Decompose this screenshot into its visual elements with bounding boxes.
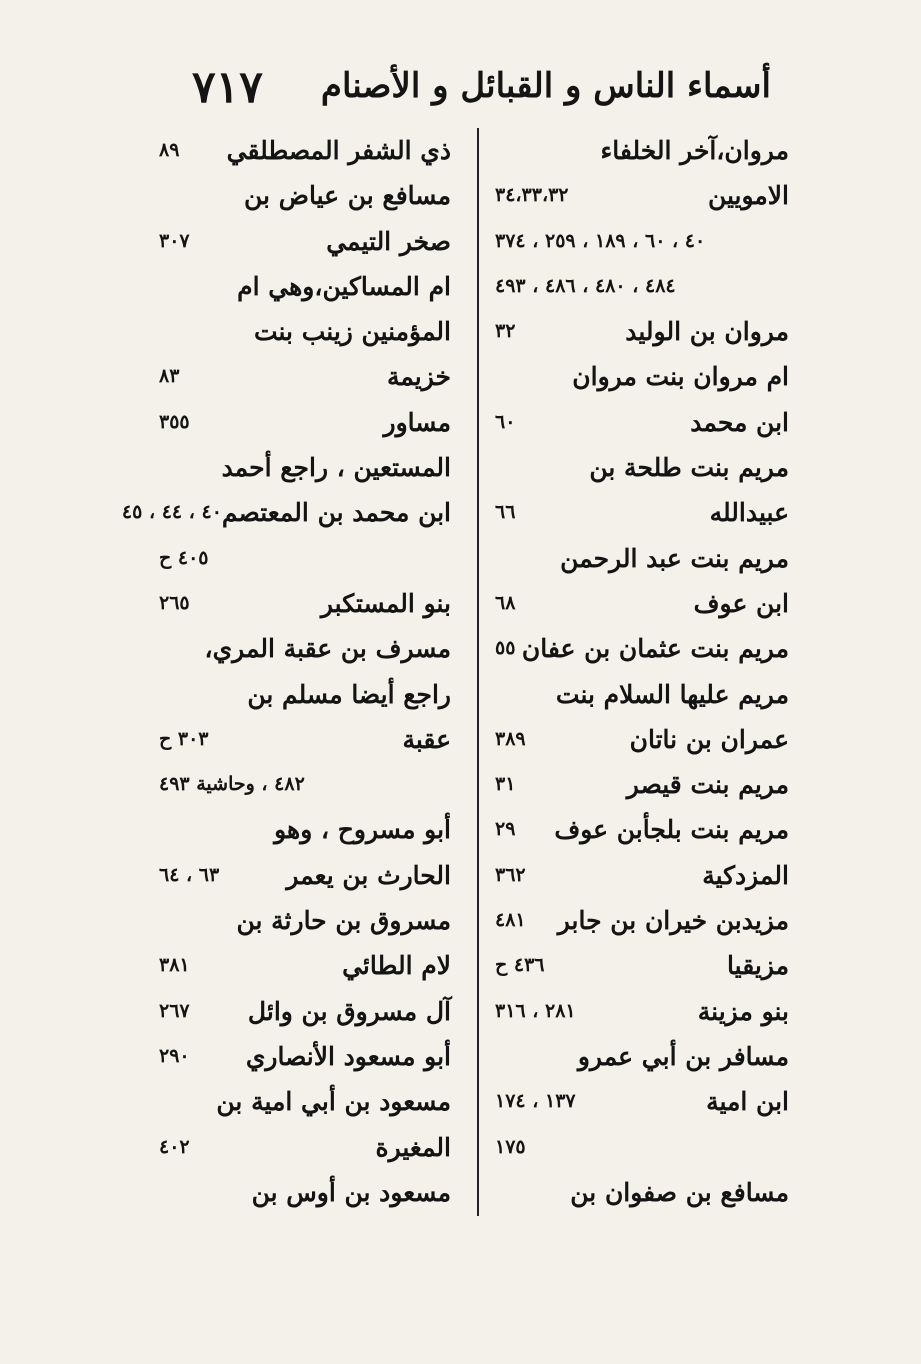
entry-name: المزدكية <box>702 860 789 890</box>
entry-name: ام مروان بنت مروان <box>572 362 789 392</box>
index-entry <box>157 309 451 354</box>
index-entry <box>157 128 451 173</box>
index-entry <box>157 264 451 309</box>
index-entry <box>493 672 789 717</box>
entry-pages: ٤٣٦ ح <box>495 954 545 977</box>
entry-pages: ١٣٧ ، ١٧٤ <box>495 1090 576 1113</box>
index-entry <box>493 400 789 445</box>
index-entry <box>157 898 451 943</box>
index-entry <box>157 354 451 399</box>
entry-pages: ٢٩ <box>495 818 516 841</box>
index-entry <box>493 1034 789 1079</box>
entry-pages: ٣٠٣ ح <box>159 727 209 750</box>
entry-name: الامويين <box>707 181 789 211</box>
index-entry <box>493 128 789 173</box>
entry-name: ابن محمد بن المعتصم <box>221 498 451 528</box>
index-entry <box>157 1034 451 1079</box>
index-entry <box>493 354 789 399</box>
entry-pages: ٣٨٩ <box>495 727 526 750</box>
entry-name: المؤمنين زينب بنت <box>253 317 451 347</box>
entry-name: مسعود بن أبي امية بن <box>216 1087 451 1117</box>
entry-pages: ٥٥ <box>495 637 516 660</box>
entry-name: راجع أيضا مسلم بن <box>247 679 451 709</box>
entry-pages: ٨٣ <box>159 365 180 388</box>
index-entry <box>493 309 789 354</box>
entry-pages: ١٧٥ <box>495 1135 526 1158</box>
index-entry <box>157 943 451 988</box>
index-entry <box>157 536 451 581</box>
entry-pages: ٣٢ <box>495 320 516 343</box>
entry-pages: ٦٦ <box>495 501 516 524</box>
running-title: أسماء الناس و القبائل و الأصنام <box>320 66 771 106</box>
entry-name: مسافع بن عياض بن <box>244 181 451 211</box>
entry-name: مروان،آخر الخلفاء <box>600 136 789 165</box>
index-entry <box>493 989 789 1034</box>
index-column-left <box>121 128 451 1215</box>
index-entry <box>493 536 789 581</box>
entry-pages: ٤٠٢ <box>159 1135 190 1158</box>
entry-name: مسافر بن أبي عمرو <box>577 1041 789 1071</box>
index-entry <box>493 807 789 852</box>
entry-name: عقبة <box>402 724 451 754</box>
entry-name: مسافع بن صفوان بن <box>570 1177 789 1207</box>
entry-pages: ٢٩٠ <box>159 1044 190 1067</box>
entry-pages: ٣٨١ <box>159 954 190 977</box>
index-column-right <box>493 128 789 1215</box>
entry-pages: ٦٣ ، ٦٤ <box>159 863 220 886</box>
index-entry <box>493 717 789 762</box>
entry-name: ابن عوف <box>693 588 789 618</box>
entry-name: ابن امية <box>706 1087 789 1117</box>
entry-name: مساور <box>383 407 451 437</box>
entry-name: أبو مسعود الأنصاري <box>245 1041 451 1071</box>
entry-pages: ٤٠ ، ٦٠ ، ١٨٩ ، ٢٥٩ ، ٣٧٤ <box>495 229 706 252</box>
index-entry <box>493 1125 789 1170</box>
entry-pages: ٤٠٥ ح <box>159 546 209 569</box>
entry-name: مريم بنت عبد الرحمن <box>560 543 789 573</box>
entry-pages: ٤٨٢ ، وحاشية ٤٩٣ <box>159 773 305 796</box>
index-entry <box>493 1079 789 1124</box>
entry-name: المغيرة <box>375 1132 451 1162</box>
entry-name: مسروق بن حارثة بن <box>236 906 451 936</box>
entry-pages: ٣٠٧ <box>159 229 190 252</box>
index-entry <box>493 264 789 309</box>
entry-pages: ٣٤،٣٣،٣٢ <box>495 184 569 207</box>
index-entry <box>157 807 451 852</box>
column-divider <box>477 128 479 1216</box>
entry-pages: ٦٠ <box>495 410 516 433</box>
index-entry <box>493 581 789 626</box>
index-entry <box>157 989 451 1034</box>
index-entry <box>121 490 451 535</box>
index-entry <box>493 445 789 490</box>
entry-pages: ٢٦٥ <box>159 591 190 614</box>
entry-pages: ٨٩ <box>159 139 180 161</box>
entry-name: مريم عليها السلام بنت <box>555 679 789 709</box>
index-entry <box>157 219 451 264</box>
entry-name: صخر التيمي <box>326 226 451 256</box>
index-entry <box>157 717 451 762</box>
entry-name: بنو مزينة <box>697 996 789 1026</box>
entry-name: مريم بنت طلحة بن <box>589 453 789 483</box>
entry-name: بنو المستكبر <box>320 588 451 618</box>
entry-name: خزيمة <box>386 362 451 392</box>
entry-pages: ٦٨ <box>495 591 516 614</box>
index-entry <box>157 1170 451 1215</box>
entry-pages: ٣١ <box>495 773 516 796</box>
index-entry <box>157 762 451 807</box>
entry-name: ام المساكين،وهي ام <box>237 271 451 301</box>
index-entry <box>493 943 789 988</box>
entry-name: أبو مسروح ، وهو <box>274 815 451 845</box>
entry-pages: ٢٨١ ، ٣١٦ <box>495 999 576 1022</box>
entry-pages: ٤٠ ، ٤٤ ، ٤٥ <box>121 501 222 524</box>
index-entry <box>493 853 789 898</box>
index-entry <box>157 445 451 490</box>
index-entry <box>157 853 451 898</box>
entry-name: مسعود بن أوس بن <box>251 1177 451 1207</box>
index-entry <box>493 626 789 671</box>
index-entry <box>493 219 789 264</box>
entry-pages: ٣٦٢ <box>495 863 526 886</box>
entry-name: الحارث بن يعمر <box>286 860 451 890</box>
entry-name: المستعين ، راجع أحمد <box>221 453 451 483</box>
index-entry <box>157 672 451 717</box>
entry-name: لام الطائي <box>342 951 451 981</box>
index-entry <box>493 762 789 807</box>
entry-pages: ٣٥٥ <box>159 410 190 433</box>
entry-name: عمران بن ناتان <box>629 724 789 754</box>
entry-name: مزيدبن خيران بن جابر <box>557 906 789 936</box>
entry-name: مريم بنت قيصر <box>626 770 789 800</box>
index-entry <box>157 400 451 445</box>
index-entry <box>157 1079 451 1124</box>
entry-name: مريم بنت عثمان بن عفان <box>521 634 789 664</box>
index-entry <box>493 1170 789 1215</box>
entry-pages: ٤٨٤ ، ٤٨٠ ، ٤٨٦ ، ٤٩٣ <box>495 274 676 297</box>
entry-name: آل مسروق بن وائل <box>247 996 451 1026</box>
entry-name: مروان بن الوليد <box>625 317 789 347</box>
entry-name: مريم بنت بلجأبن عوف <box>554 815 789 845</box>
entry-name: مزيقيا <box>727 951 789 981</box>
index-entry <box>157 173 451 218</box>
entry-pages: ٢٦٧ <box>159 999 190 1022</box>
index-entry <box>493 898 789 943</box>
index-entry <box>493 490 789 535</box>
index-entry <box>157 1125 451 1170</box>
index-entry <box>157 626 451 671</box>
entry-name: ذي الشفر المصطلقي <box>226 136 451 165</box>
entry-name: مسرف بن عقبة المري، <box>204 634 451 664</box>
index-entry <box>493 173 789 218</box>
index-entry <box>157 581 451 626</box>
entry-pages: ٤٨١ <box>495 909 526 932</box>
page-number: ٧١٧ <box>192 62 263 113</box>
entry-name: ابن محمد <box>690 407 789 437</box>
entry-name: عبيدالله <box>709 498 789 528</box>
